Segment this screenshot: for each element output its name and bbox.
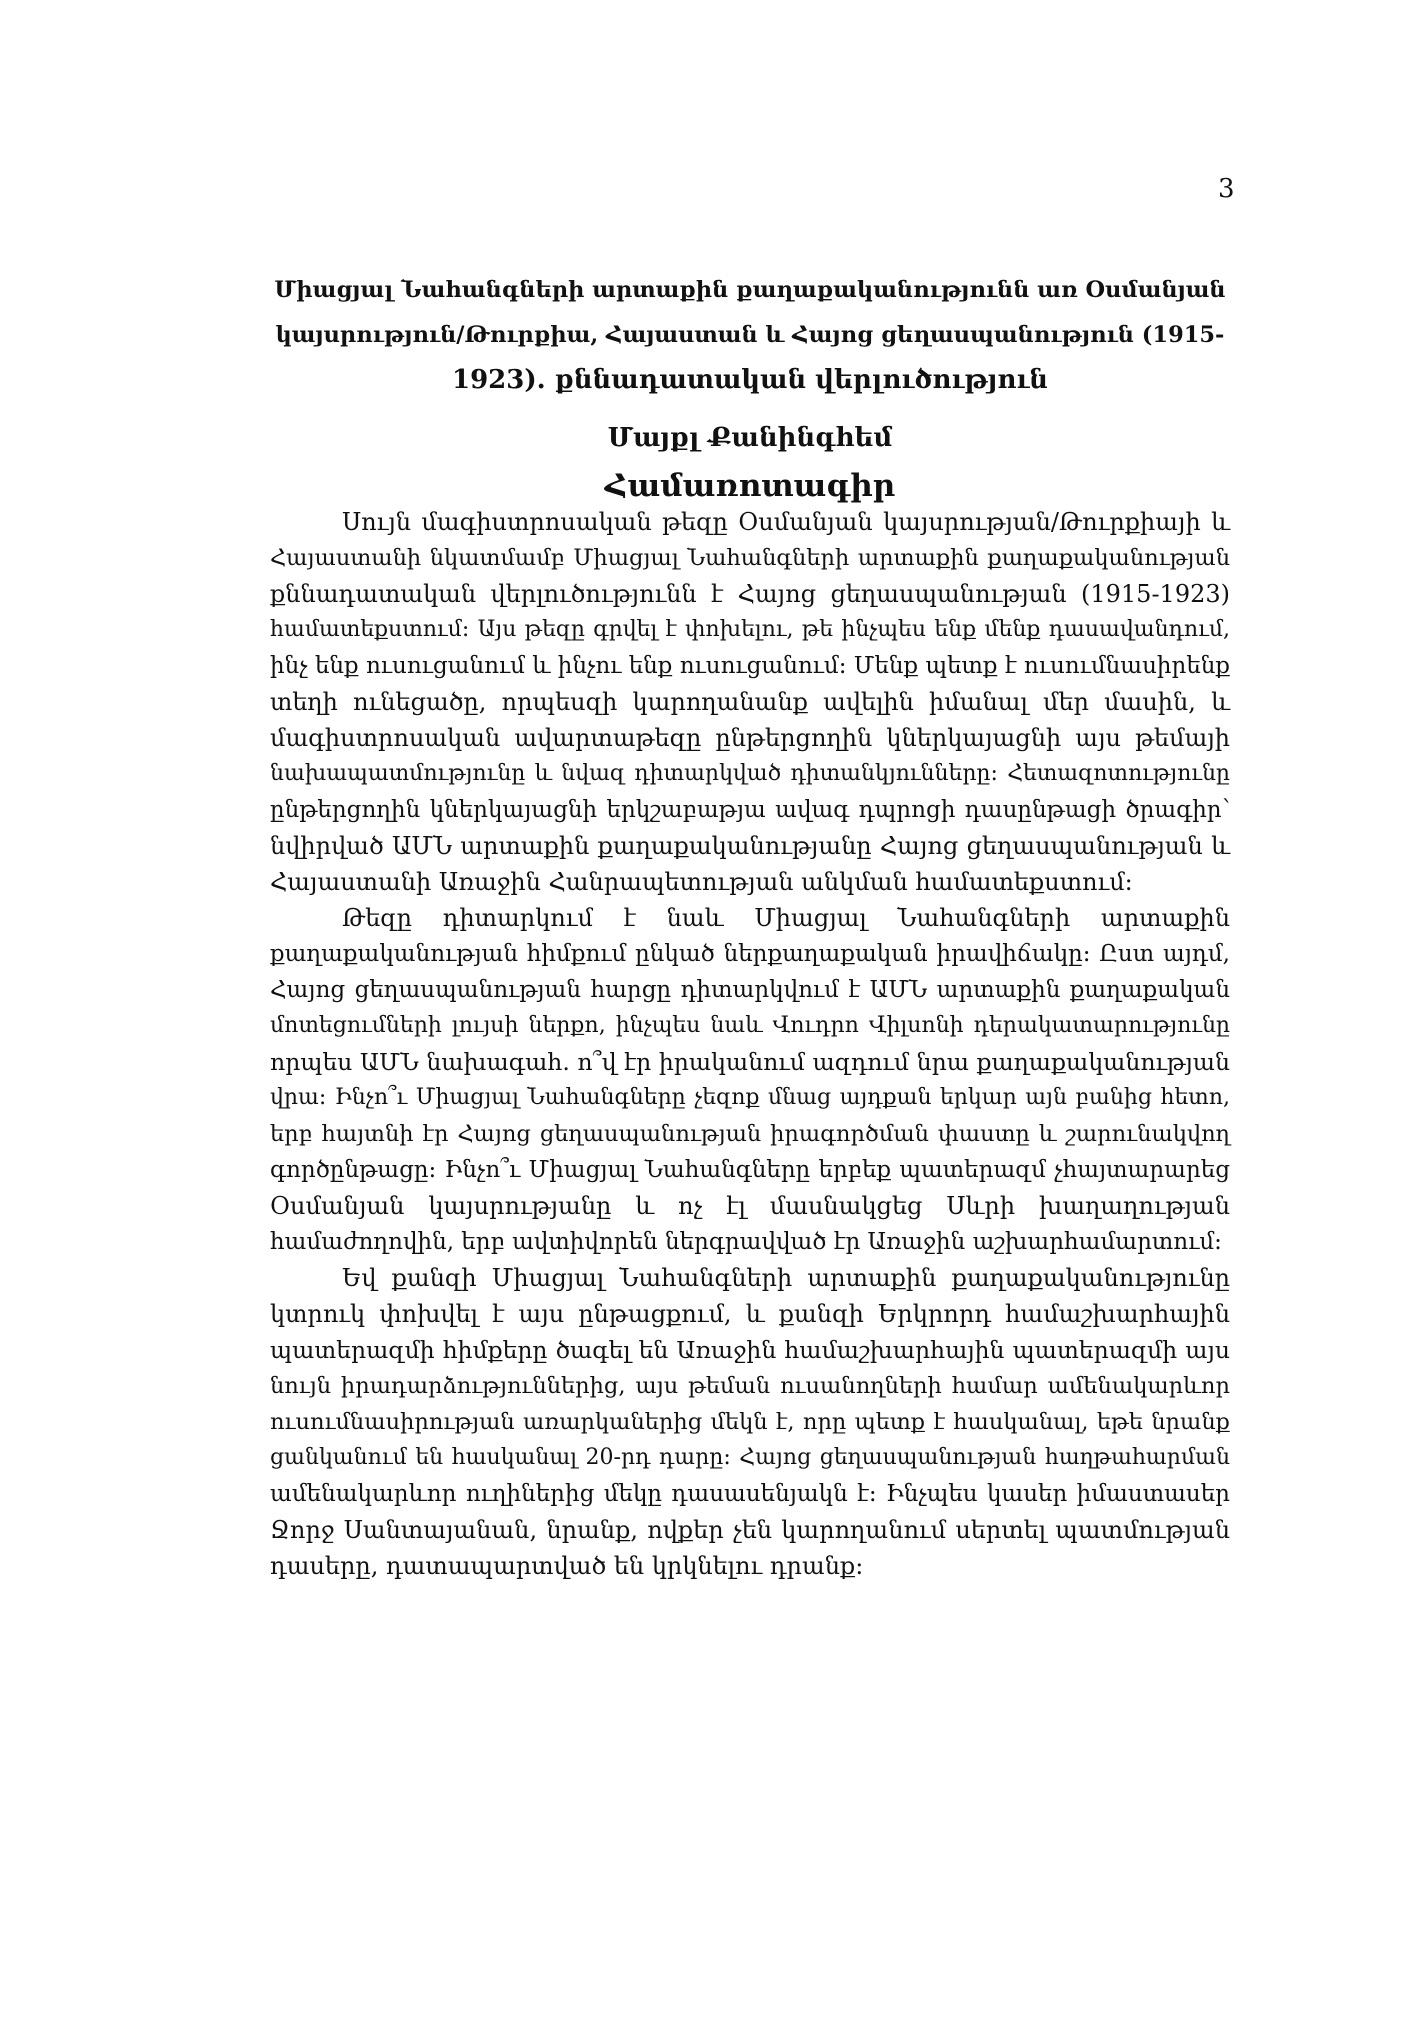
text-line: նվիրված ԱՄՆ արտաքին քաղաքականությանը Հայոց ցեղասպանության և — [270, 832, 1230, 860]
title-line: Միացյալ Նահանգների արտաքին քաղաքականությունն առ Օսմանյան — [274, 277, 1226, 303]
text-line: մագիստրոսական ավարտաթեզը ընթերցողին կներկայացնի այս թեմայի — [270, 724, 1230, 752]
text-line: նախապատմությունը և նվազ դիտարկված դիտանկյունները: Հետազոտությունը — [270, 761, 1230, 786]
text-line: վրա: Ինչո՞ւ Միացյալ Նահանգները չեզոք մնաց այդքան երկար այն բանից հետո, — [270, 1085, 1230, 1110]
text-line: համատեքստում: Այս թեզը գրվել է փոխելու, թե ինչպես ենք մենք դասավանդում, — [270, 617, 1230, 642]
page-number: 3 — [1218, 174, 1235, 204]
abstract-paragraph — [270, 504, 1230, 900]
abstract-paragraph — [270, 900, 1230, 1260]
text-line: որպես ԱՄՆ նախագահ. ո՞վ էր իրականում ազդում նրա քաղաքականության — [270, 1048, 1230, 1076]
abstract-heading: Համառոտագիր — [604, 468, 896, 504]
text-line: ուսումնասիրության առարկաներից մեկն է, որը պետք է հասկանալ, եթե նրանք — [270, 1409, 1230, 1435]
text-line: Թեզը դիտարկում է նաև Միացյալ Նահանգների արտաքին — [342, 904, 1230, 932]
text-line: համաժողովին, երբ ավտիվորեն ներգրավված էր Առաջին աշխարհամարտում: — [270, 1229, 1222, 1255]
text-line: պատերազմի հիմքերը ծագել են Առաջին համաշխարհային պատերազմի այս — [270, 1336, 1230, 1364]
text-line: երբ հայտնի էր Հայոց ցեղասպանության իրագործման փաստը և շարունակվող — [270, 1121, 1230, 1147]
text-line: Հայոց ցեղասպանության հարցը դիտարկվում է ԱՄՆ արտաքին քաղաքական — [270, 977, 1230, 1003]
document-title — [270, 268, 1230, 403]
text-line: գործընթացը: Ինչո՞ւ Միացյալ Նահանգները երբեք պատերազմ չհայտարարեց — [270, 1157, 1230, 1183]
text-line: մոտեցումների լույսի ներքո, ինչպես նաև Վուդրո Վիլսոնի դերակատարությունը — [270, 1013, 1230, 1038]
title-line: 1923). քննադատական վերլուծություն — [452, 365, 1048, 395]
text-line: ամենակարևոր ուղիներից մեկը դասասենյակն է: Ինչպես կասեր իմաստասեր — [270, 1481, 1230, 1507]
text-line: Հայաստանի Առաջին Հանրապետության անկման համատեքստում: — [270, 868, 1133, 896]
text-line: Օսմանյան կայսրությանը և ոչ էլ մասնակցեց Սևրի խաղաղության — [270, 1192, 1230, 1220]
text-line: կտրուկ փոխվել է այս ընթացքում, և քանզի Երկրորդ համաշխարհային — [270, 1300, 1230, 1328]
text-line: ընթերցողին կներկայացնի երկշաբաթյա ավագ դպրոցի դասընթացի ծրագիր՝ — [270, 797, 1230, 823]
text-line: Ջորջ Սանտայանան, նրանք, ովքեր չեն կարողանում սերտել պատմության — [270, 1516, 1230, 1544]
text-line: նույն իրադարձություններից, այս թեման ուսանողների համար ամենակարևոր — [270, 1373, 1230, 1399]
text-line: ինչ ենք ուսուցանում և ինչու ենք ուսուցանում: Մենք պետք է ուսումնասիրենք — [270, 653, 1230, 679]
text-line: Հայաստանի նկատմամբ Միացյալ Նահանգների արտաքին քաղաքականության — [270, 545, 1230, 571]
author-name: Մայքլ Քանինգհեմ — [607, 423, 893, 453]
abstract-body — [270, 504, 1230, 1584]
text-line: դասերը, դատապարտված են կրկնելու դրանք: — [270, 1552, 864, 1580]
abstract-paragraph — [270, 1260, 1230, 1584]
title-line: կայսրություն/Թուրքիա, Հայաստան և Հայոց ցեղասպանություն (1915- — [275, 322, 1225, 348]
text-line: Սույն մագիստրոսական թեզը Օսմանյան կայսրության/Թուրքիայի և — [342, 508, 1230, 536]
text-line: տեղի ունեցածը, որպեսզի կարողանանք ավելին իմանալ մեր մասին, և — [270, 688, 1230, 716]
text-line: քաղաքականության հիմքում ընկած ներքաղաքական իրավիճակը: Ըստ այդմ, — [270, 941, 1230, 967]
text-line: Եվ քանզի Միացյալ Նահանգների արտաքին քաղաքականությունը — [342, 1264, 1230, 1292]
text-line: ցանկանում են հասկանալ 20-րդ դարը: Հայոց ցեղասպանության հաղթահարման — [270, 1445, 1230, 1470]
text-line: քննադատական վերլուծությունն է Հայոց ցեղասպանության (1915-1923) — [270, 580, 1230, 608]
